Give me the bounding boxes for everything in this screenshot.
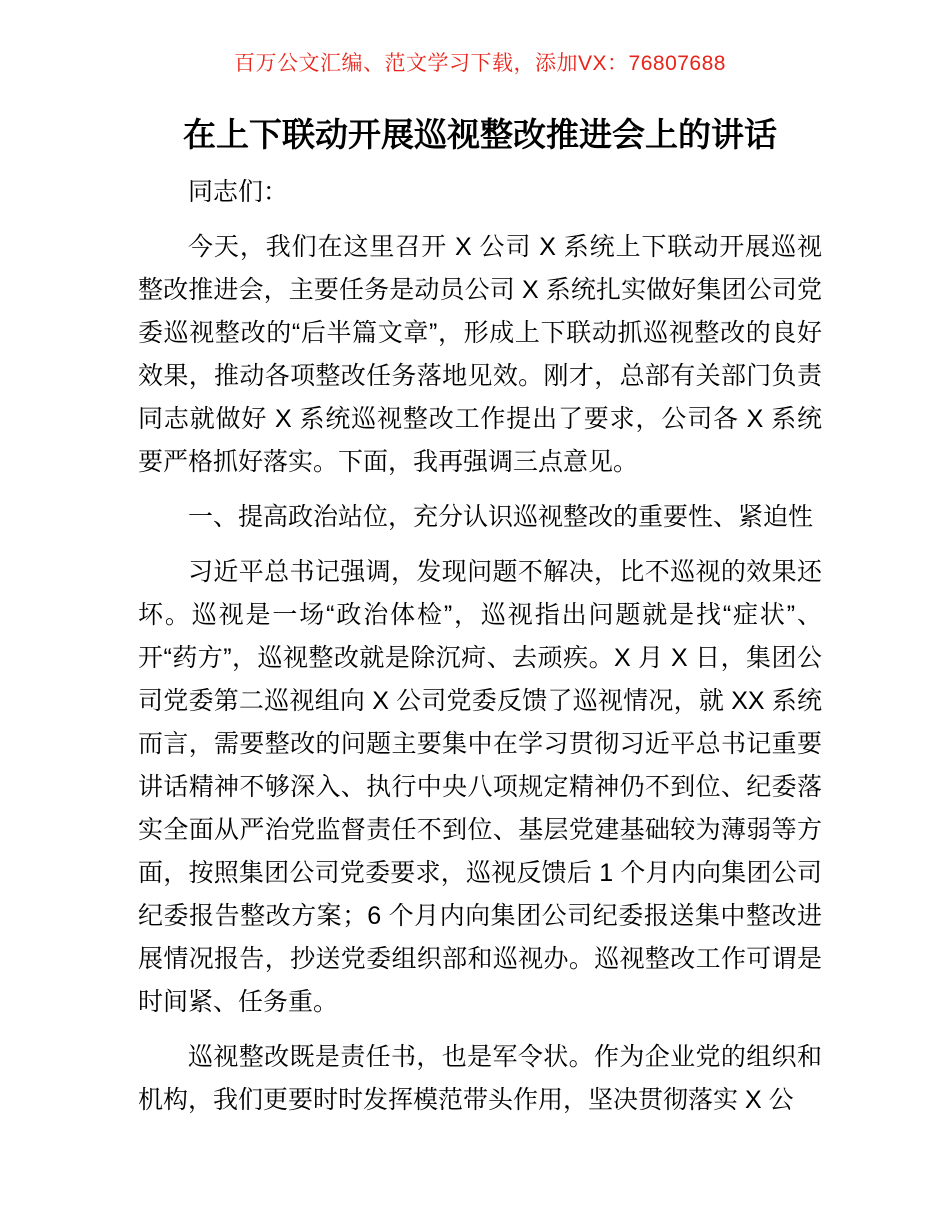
- watermark-notice: 百万公文汇编、范文学习下载，添加VX：76807688: [234, 52, 726, 75]
- body-paragraph: 今天，我们在这里召开 X 公司 X 系统上下联动开展巡视整改推进会，主要任务是动员公司 X 系统扎实做好集团公司党委巡视整改的“后半篇文章”，形成上下联动抓巡视整改的良好效果，推动各项整改任务落地见效。刚才，总部有关部门负责同志就做好 X 系统巡视整改工作提出了要求，公司各 X 系统要严格抓好落实。下面，我再强调三点意见。: [138, 233, 822, 476]
- body-paragraph: 巡视整改既是责任书，也是军令状。作为企业党的组织和机构，我们更要时时发挥模范带头作用，坚决贯彻落实 X 公: [138, 1043, 822, 1114]
- section-heading: 一、提高政治站位，充分认识巡视整改的重要性、紧迫性: [188, 503, 814, 531]
- document-title: 在上下联动开展巡视整改推进会上的讲话: [183, 116, 777, 153]
- salutation-paragraph: 同志们：: [188, 178, 289, 206]
- body-paragraph: 习近平总书记强调，发现问题不解决，比不巡视的效果还坏。巡视是一场“政治体检”，巡视指出问题就是找“症状”、开“药方”，巡视整改就是除沉疴、去顽疾。X 月 X 日，集团公司党委第二巡视组向 X 公司党委反馈了巡视情况，就 XX 系统而言，需要整改的问题主要集中在学习贯彻习近平总书记重要讲话精神不够深入、执行中央八项规定精神仍不到位、纪委落实全面从严治党监督责任不到位、基层党建基础较为薄弱等方面，按照集团公司党委要求，巡视反馈后 1 个月内向集团公司纪委报告整改方案；6 个月内向集团公司纪委报送集中整改进展情况报告，抄送党委组织部和巡视办。巡视整改工作可谓是时间紧、任务重。: [138, 558, 822, 1016]
- document-body: [138, 171, 822, 1122]
